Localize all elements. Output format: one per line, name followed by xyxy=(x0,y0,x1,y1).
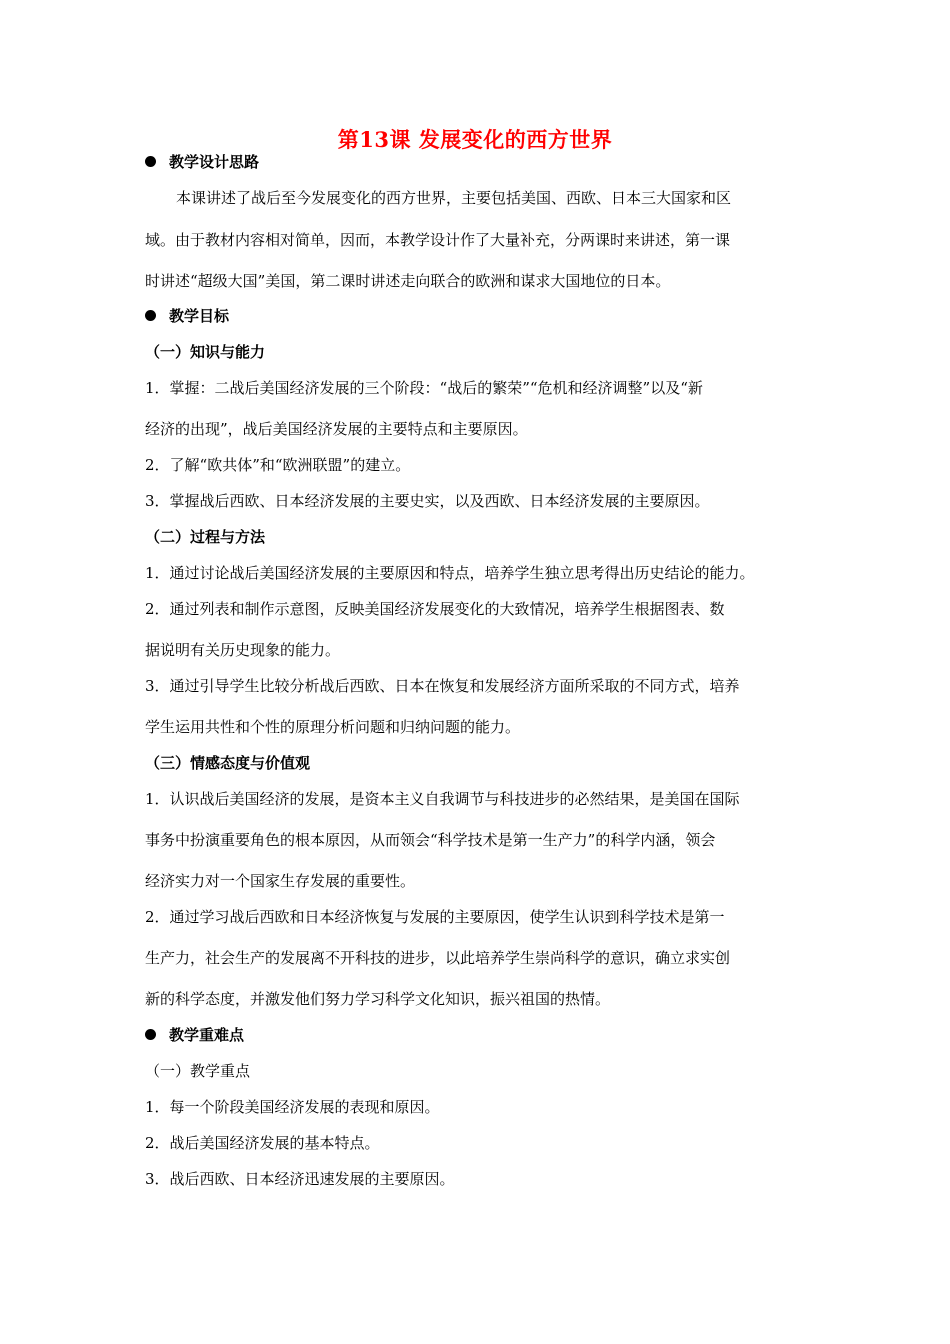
paragraph-line: 新的科学态度，并激发他们努力学习科学文化知识，振兴祖国的热情。 xyxy=(145,990,611,1008)
paragraph-line: 1．掌握：二战后美国经济发展的三个阶段：“战后的繁荣”“危机和经济调整”以及“新 xyxy=(145,379,703,397)
list-item: 3．战后西欧、日本经济迅速发展的主要原因。 xyxy=(145,1170,455,1188)
paragraph-line: 2．通过学习战后西欧和日本经济恢复与发展的主要原因，使学生认识到科学技术是第一 xyxy=(145,908,725,926)
paragraph-line: 2．通过列表和制作示意图，反映美国经济发展变化的大致情况，培养学生根据图表、数 xyxy=(145,600,725,618)
section-heading-design: 教学设计思路 xyxy=(145,152,815,172)
bullet-icon xyxy=(145,156,156,167)
bullet-icon xyxy=(145,310,156,321)
paragraph-line: 1．通过讨论战后美国经济发展的主要原因和特点，培养学生独立思考得出历史结论的能力。 xyxy=(145,564,755,582)
paragraph-line: 2．了解“欧共体”和“欧洲联盟”的建立。 xyxy=(145,456,411,474)
paragraph-line: 域。由于教材内容相对简单，因而，本教学设计作了大量补充，分两课时来讲述，第一课 xyxy=(145,231,731,249)
paragraph-line: 学生运用共性和个性的原理分析问题和归纳问题的能力。 xyxy=(145,718,521,736)
list-item: 2．战后美国经济发展的基本特点。 xyxy=(145,1134,380,1152)
paragraph-line: 据说明有关历史现象的能力。 xyxy=(145,641,341,659)
section-heading-keypoints: 教学重难点 xyxy=(145,1025,815,1045)
subheading-values: （三）情感态度与价值观 xyxy=(145,754,311,772)
subheading-key: （一）教学重点 xyxy=(145,1062,251,1080)
list-item: 1．每一个阶段美国经济发展的表现和原因。 xyxy=(145,1098,440,1116)
subheading-knowledge: （一）知识与能力 xyxy=(145,343,266,361)
paragraph-line: 经济实力对一个国家生存发展的重要性。 xyxy=(145,872,416,890)
paragraph-line: 生产力，社会生产的发展离不开科技的进步，以此培养学生崇尚科学的意识，确立求实创 xyxy=(145,949,731,967)
paragraph-line: 1．认识战后美国经济的发展，是资本主义自我调节与科技进步的必然结果，是美国在国际 xyxy=(145,790,740,808)
section-heading-goals: 教学目标 xyxy=(145,306,815,326)
paragraph-line: 经济的出现”，战后美国经济发展的主要特点和主要原因。 xyxy=(145,420,528,438)
paragraph-line: 事务中扮演重要角色的根本原因，从而领会“科学技术是第一生产力”的科学内涵，领会 xyxy=(145,831,716,849)
paragraph-line: 3．掌握战后西欧、日本经济发展的主要史实，以及西欧、日本经济发展的主要原因。 xyxy=(145,492,710,510)
page-title: 第13课 发展变化的西方世界 xyxy=(337,127,613,152)
paragraph-line: 本课讲述了战后至今发展变化的西方世界，主要包括美国、西欧、日本三大国家和区 xyxy=(176,189,732,207)
paragraph-line: 3．通过引导学生比较分析战后西欧、日本在恢复和发展经济方面所采取的不同方式，培养 xyxy=(145,677,740,695)
bullet-icon xyxy=(145,1029,156,1040)
subheading-process: （二）过程与方法 xyxy=(145,528,266,546)
paragraph-line: 时讲述“超级大国”美国，第二课时讲述走向联合的欧洲和谋求大国地位的日本。 xyxy=(145,272,671,290)
